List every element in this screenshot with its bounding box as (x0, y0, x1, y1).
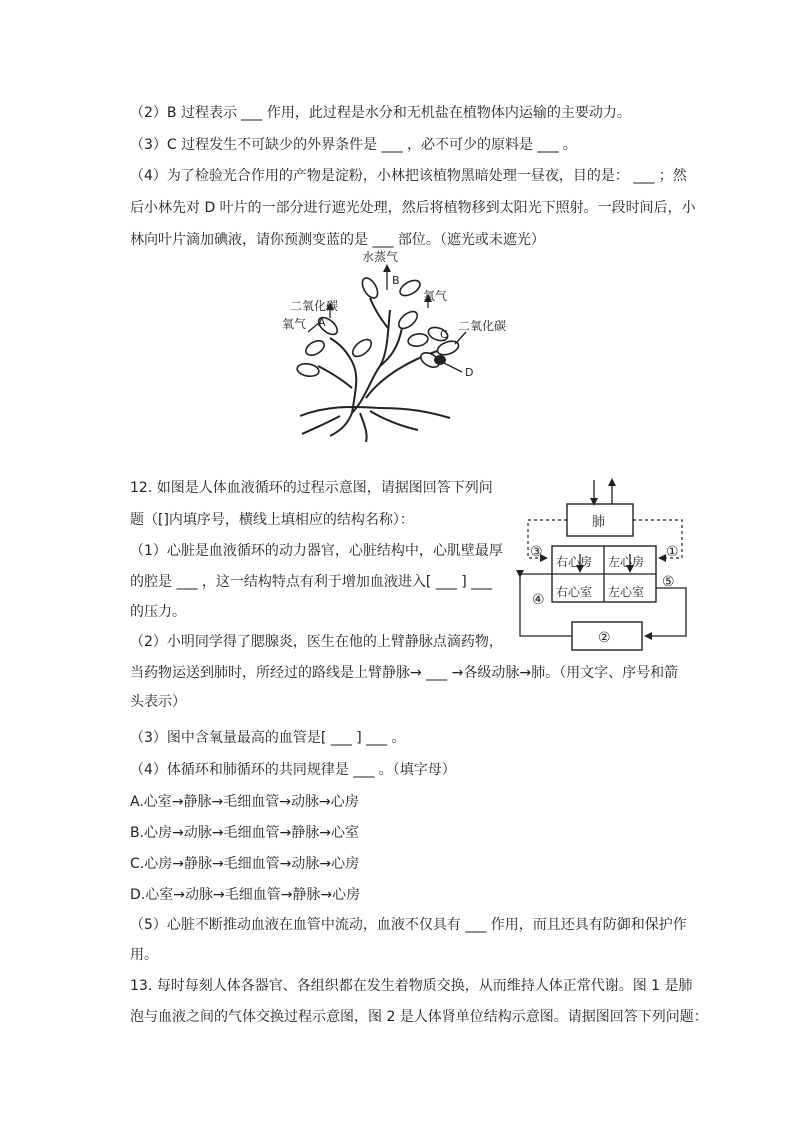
q13-stem-line2: 泡与血液之间的气体交换过程示意图，图 2 是人体肾单位结构示意图。请据图回答下列问题： (130, 1009, 708, 1025)
label-A: A (318, 316, 326, 329)
label-left-ventricle: 左心室 (608, 585, 645, 599)
label-B: B (392, 274, 400, 287)
label-num-1: ① (666, 544, 679, 560)
label-o2-right: 氧气 (423, 289, 448, 303)
label-C: C (440, 328, 448, 341)
label-lung: 肺 (592, 515, 606, 530)
label-D: D (465, 366, 474, 379)
q11-part3: （3）C 过程发生不可缺少的外界条件是 ___ ，必不可少的原料是 ___ 。 (130, 137, 577, 153)
q11-part2: （2）B 过程表示 ___ 作用，此过程是水分和无机盐在植物体内运输的主要动力。 (130, 105, 631, 121)
circulation-diagram (512, 474, 692, 654)
label-water-vapor: 水蒸气 (362, 250, 399, 264)
plant-diagram (270, 248, 530, 448)
q13-stem-line1: 13. 每时每刻人体各器官、各组织都在发生着物质交换，从而维持人体正常代谢。图 1 是肺 (130, 978, 693, 994)
label-num-3: ③ (530, 544, 543, 560)
q12-option-c: C.心房→静脉→毛细血管→动脉→心房 (130, 856, 360, 872)
q12-part5-line1: （5）心脏不断推动血液在血管中流动，血液不仅具有 ___ 作用，而且还具有防御和保护作 (130, 917, 687, 933)
q12-part1-line2: 的腔是 ___ ，这一结构特点有利于增加血液进入[ ___ ] ___ (130, 574, 493, 590)
q12-part3: （3）图中含氧量最高的血管是[ ___ ] ___ 。 (130, 730, 406, 746)
label-o2-left: 氧气 (282, 317, 307, 331)
q12-part4: （4）体循环和肺循环的共同规律是 ___ 。（填字母） (130, 762, 456, 778)
label-right-atrium: 右心房 (556, 555, 593, 569)
label-num-2: ② (598, 630, 611, 646)
q12-part2-line3: 头表示） (130, 694, 186, 710)
q12-part1-line3: 的压力。 (130, 604, 186, 620)
label-co2-left: 二氧化碳 (290, 299, 339, 313)
label-left-atrium: 左心房 (608, 555, 645, 569)
q12-part1-line1: （1）心脏是血液循环的动力器官，心脏结构中，心肌壁最厚 (130, 543, 503, 559)
q12-option-b: B.心房→动脉→毛细血管→静脉→心室 (130, 825, 359, 841)
q12-stem-line1: 12. 如图是人体血液循环的过程示意图，请据图回答下列问 (130, 480, 493, 496)
q11-part4-line2: 后小林先对 D 叶片的一部分进行遮光处理，然后将植物移到太阳光下照射。一段时间后，小 (130, 200, 696, 216)
label-right-ventricle: 右心室 (556, 585, 593, 599)
label-num-4: ④ (532, 592, 545, 608)
q11-part4-line3: 林向叶片滴加碘液，请你预测变蓝的是 ___ 部位。（遮光或未遮光） (130, 232, 545, 248)
q12-part2-line1: （2）小明同学得了腮腺炎，医生在他的上臂静脉点滴药物， (130, 634, 503, 650)
q12-stem-line2: 题（[]内填序号，横线上填相应的结构名称）： (130, 512, 414, 528)
q12-option-d: D.心室→动脉→毛细血管→静脉→心房 (130, 887, 361, 903)
q11-part4-line1: （4）为了检验光合作用的产物是淀粉，小林把该植物黑暗处理一昼夜，目的是： ___ ；然 (130, 168, 687, 184)
q12-option-a: A.心室→静脉→毛细血管→动脉→心房 (130, 794, 359, 810)
q12-part5-line2: 用。 (130, 947, 158, 963)
q12-part2-line2: 当药物运送到肺时，所经过的路线是上臂静脉→ ___ →各级动脉→肺。（用文字、序号和箭 (130, 665, 679, 681)
label-co2-right: 二氧化碳 (458, 319, 507, 333)
label-num-5: ⑤ (662, 574, 675, 590)
